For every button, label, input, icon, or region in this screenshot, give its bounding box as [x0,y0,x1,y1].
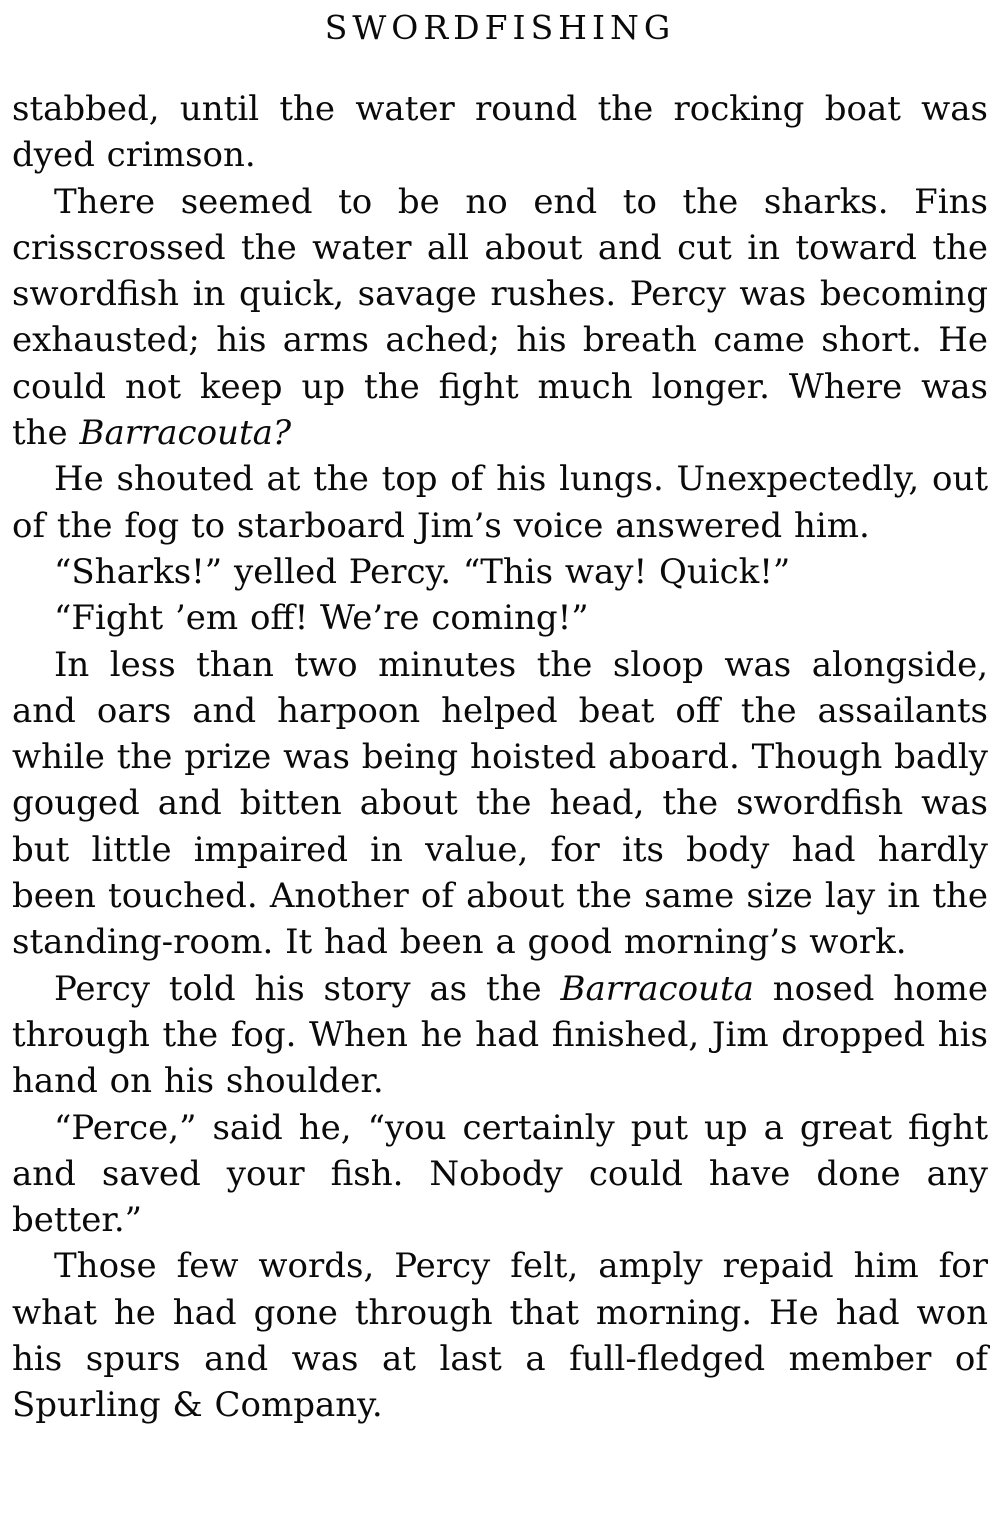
paragraph-9: Those few words, Percy felt, amply repaid him for what he had gone through that morning. He had won his spurs and was at last a full-fledged member of Spurling & Company. [12,1246,988,1426]
paragraph-5: “Fight ’em off! We’re coming!” [54,598,589,639]
paragraph-7 [12,966,988,1105]
paragraph-2 [12,179,988,457]
body-text [12,86,988,1429]
paragraph-6: In less than two minutes the sloop was alongside, and oars and harpoon helped beat off the assailants while the prize was being hoisted aboard. Though badly gouged and bitten about the head, the swordfish was but little impaired in value, for its body had hardly been touched. Another of about the same size lay in the standing-room. It had been a good morning’s work. [12,644,988,963]
book-page [12,0,988,1530]
ship-name: Barracouta? [79,413,292,454]
paragraph-8: “Perce,” said he, “you certainly put up a great fight and saved your fish. Nobody could have done any better.” [12,1107,988,1241]
paragraph-7-text-after: nosed home through the fog. When he had finished, Jim dropped his hand on his shoulder. [12,968,988,1102]
paragraph-2-text: There seemed to be no end to the sharks. Fins crisscrossed the water all about and cut in toward the swordfish in quick, savage rushes. Percy was becoming exhausted; his arms ached; his breath came short. He could not keep up the fight much longer. Where was the [12,181,988,454]
paragraph-3: He shouted at the top of his lungs. Unexpectedly, out of the fog to starboard Jim’s voice answered him. [12,459,988,546]
paragraph-1: stabbed, until the water round the rocking boat was dyed crimson. [12,89,988,176]
paragraph-4: “Sharks!” yelled Percy. “This way! Quick!” [54,551,791,592]
ship-name: Barracouta [560,968,754,1009]
paragraph-7-text-before: Percy told his story as the [54,968,561,1009]
running-head: SWORDFISHING [324,8,676,47]
